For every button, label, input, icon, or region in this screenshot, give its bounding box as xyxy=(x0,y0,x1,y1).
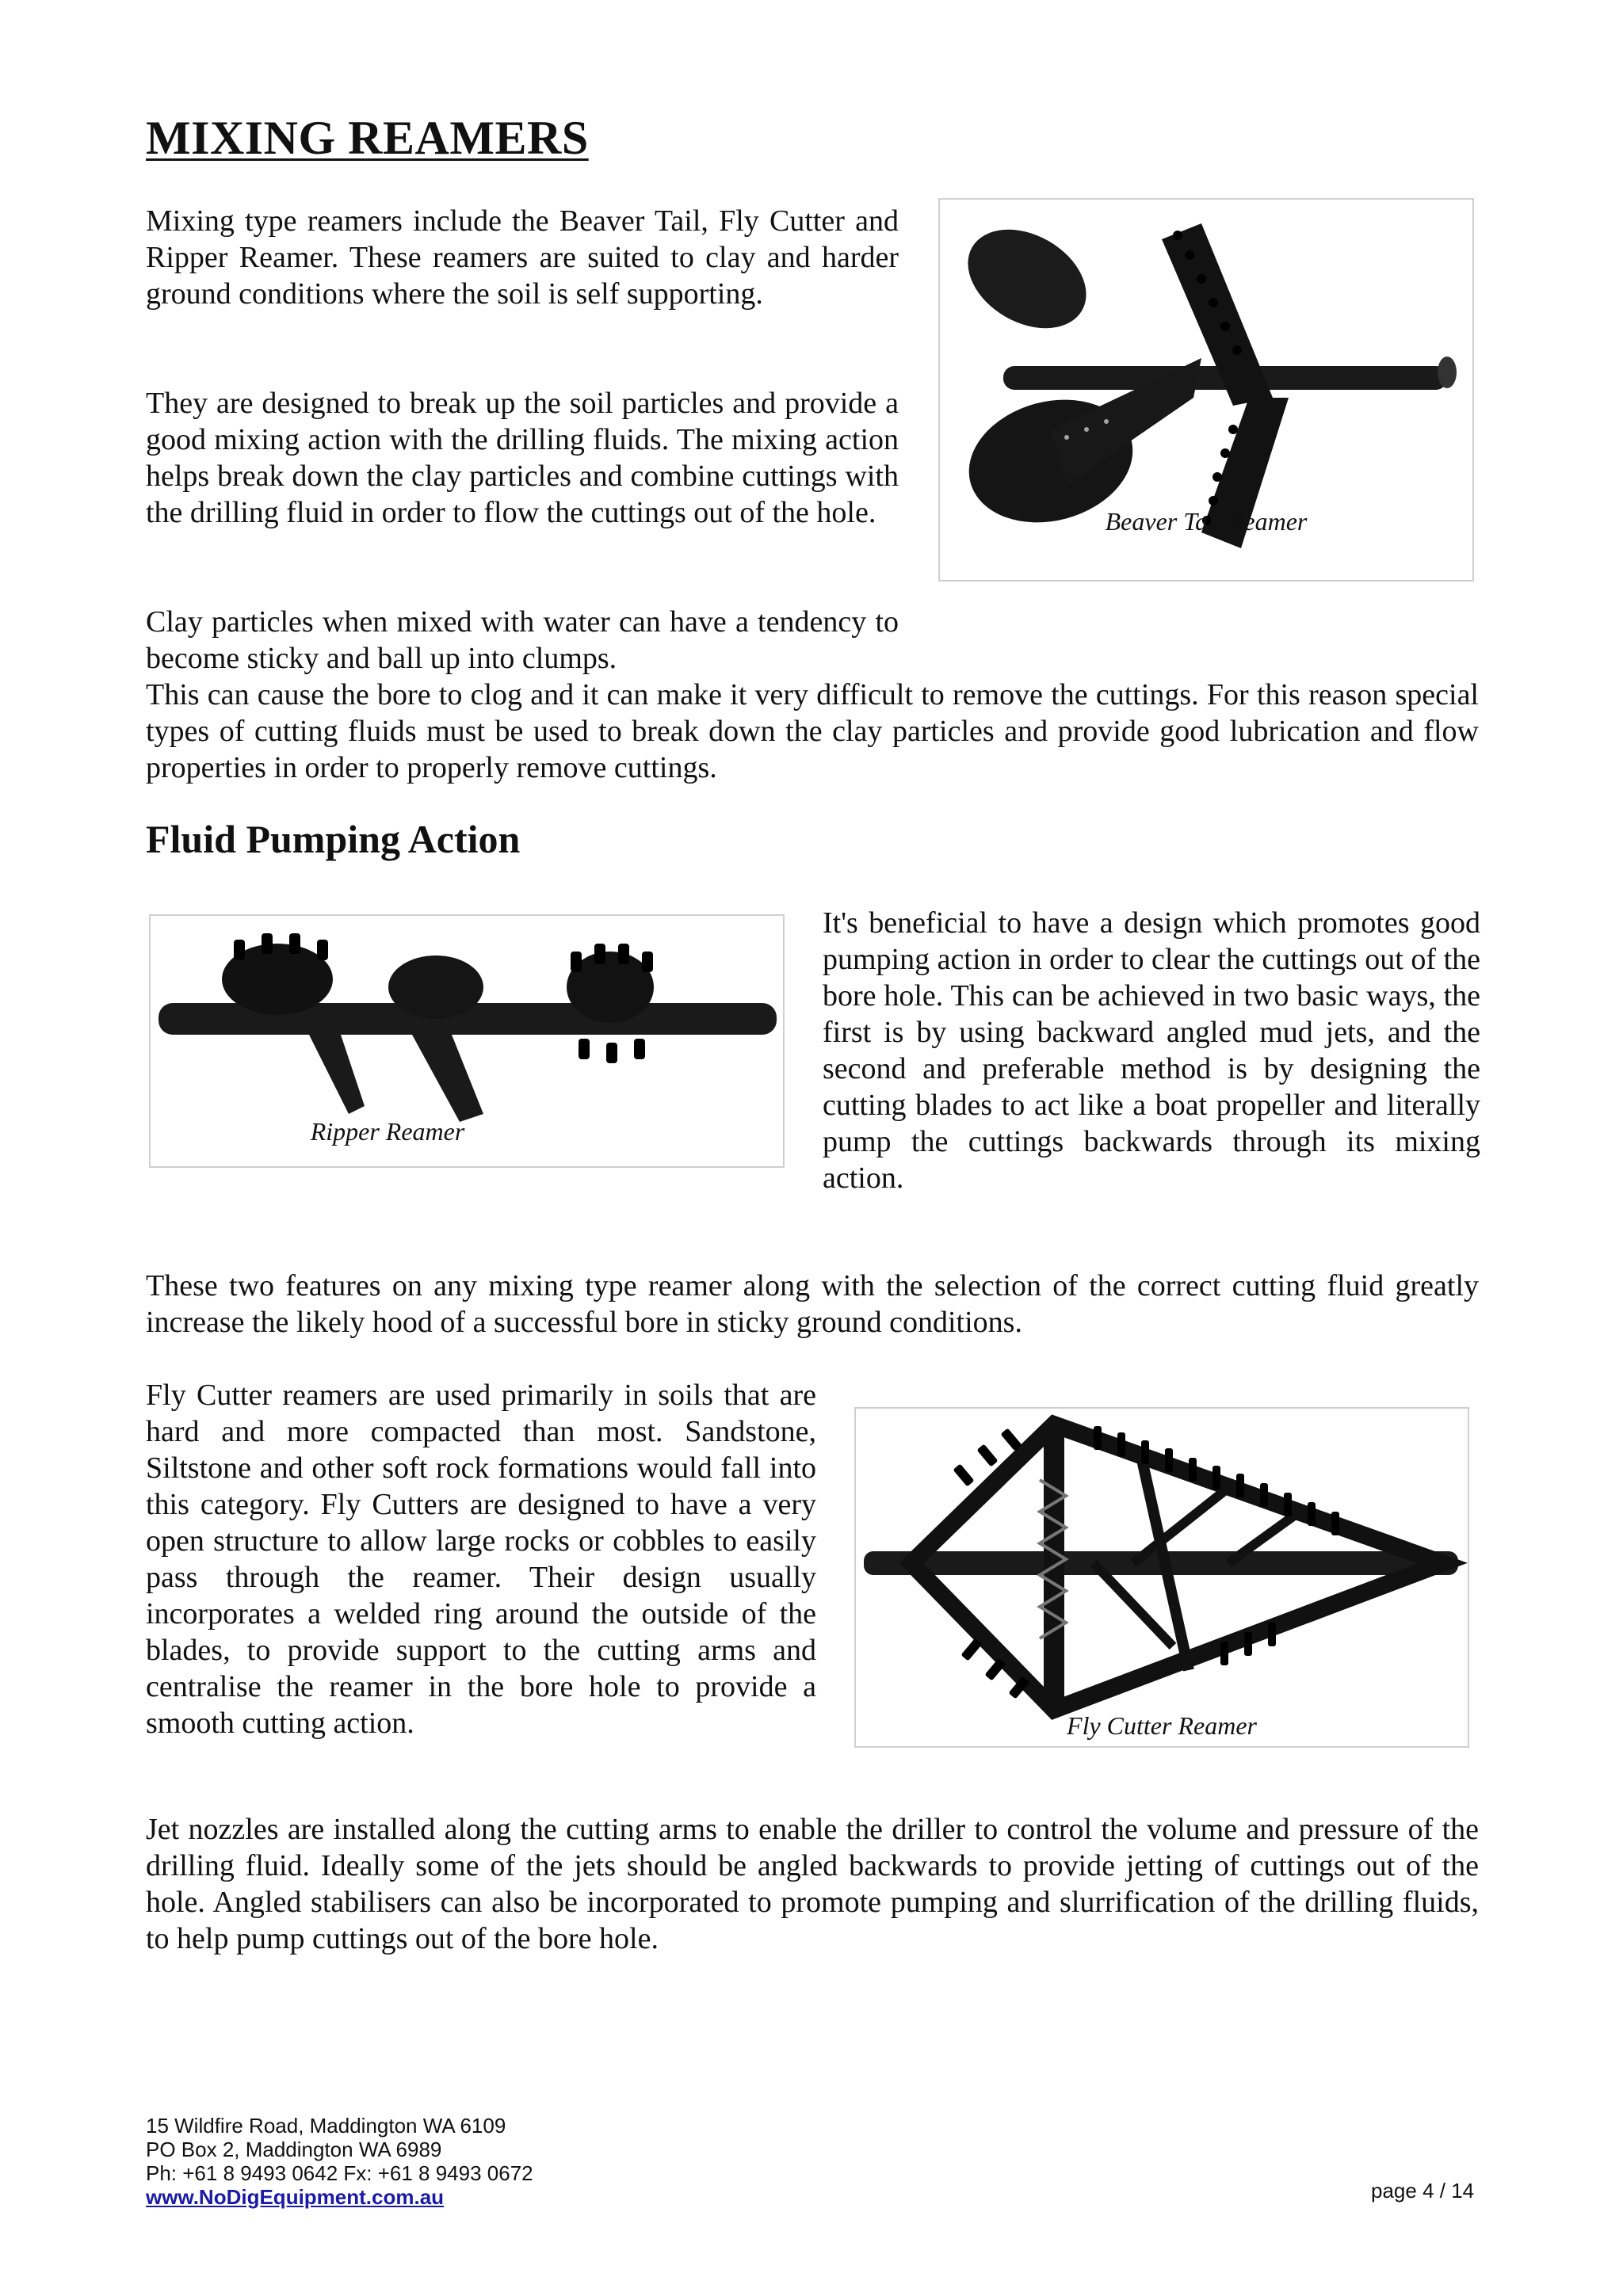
caption-beaver-tail: Beaver Tail Reamer xyxy=(1105,507,1308,536)
page-title: MIXING REAMERS xyxy=(146,112,589,164)
figure-ripper xyxy=(149,914,785,1168)
paragraph-clay-a: Clay particles when mixed with water can have a tendency to become sticky and ball up into clumps. xyxy=(146,605,899,675)
caption-fly-cutter: Fly Cutter Reamer xyxy=(1067,1711,1257,1740)
figure-fly-cutter xyxy=(854,1407,1469,1748)
footer-address xyxy=(146,2114,533,2209)
page-number: page 4 / 14 xyxy=(1371,2179,1475,2203)
website-link[interactable]: www.NoDigEquipment.com.au xyxy=(146,2185,445,2209)
footer-po-box: PO Box 2, Maddington WA 6989 xyxy=(146,2138,442,2161)
paragraph-design: They are designed to break up the soil particles and provide a good mixing action with the drilling fluids. The mixing action helps break down the clay particles and combine cuttings with the drilling fluid in order to flow the cuttings out of the hole. xyxy=(146,387,899,529)
section-heading: Fluid Pumping Action xyxy=(146,817,521,861)
paragraph-intro: Mixing type reamers include the Beaver Tail, Fly Cutter and Ripper Reamer. These reamers are suited to clay and harder ground conditions where the soil is self supporting. xyxy=(146,204,899,311)
caption-ripper: Ripper Reamer xyxy=(310,1117,465,1146)
footer-phone-fax: Ph: +61 8 9493 0642 Fx: +61 8 9493 0672 xyxy=(146,2161,533,2185)
paragraph-pumping: It's beneficial to have a design which promotes good pumping action in order to clear the cuttings out of the bore hole. This can be achieved in two basic ways, the first is by using backward angled mud jets, and the second and preferable method is by designing the cutting blades to act like a boat propeller and literally pump the cuttings backwards through its mixing action. xyxy=(823,906,1480,1195)
figure-beaver-tail xyxy=(938,198,1474,582)
paragraph-features: These two features on any mixing type reamer along with the selection of the correct cutting fluid greatly increase the likely hood of a successful bore in sticky ground conditions. xyxy=(146,1269,1479,1339)
paragraph-clay-b: This can cause the bore to clog and it can make it very difficult to remove the cuttings. For this reason special types of cutting fluids must be used to break down the clay particles and provide good lubrication and flow properties in order to properly remove cuttings. xyxy=(146,678,1479,784)
footer-street: 15 Wildfire Road, Maddington WA 6109 xyxy=(146,2114,506,2138)
paragraph-jet-nozzles: Jet nozzles are installed along the cutting arms to enable the driller to control the volume and pressure of the drilling fluid. Ideally some of the jets should be angled backwards to provide jetting of cuttings out of the hole. Angled stabilisers can also be incorporated to promote pumping and slurrification of the drilling fluids, to help pump cuttings out of the bore hole. xyxy=(146,1813,1479,1955)
paragraph-fly-cutter: Fly Cutter reamers are used primarily in soils that are hard and more compacted than most. Sandstone, Siltstone and other soft rock formations would fall into this category. Fly Cutters are designed to have a very open structure to allow large rocks or cobbles to easily pass through the reamer. Their design usually incorporates a welded ring around the outside of the blades, to provide support to the cutting arms and centralise the reamer in the bore hole to provide a smooth cutting action. xyxy=(146,1379,816,1740)
fly-cutter-reamer-image xyxy=(856,1409,1468,1746)
